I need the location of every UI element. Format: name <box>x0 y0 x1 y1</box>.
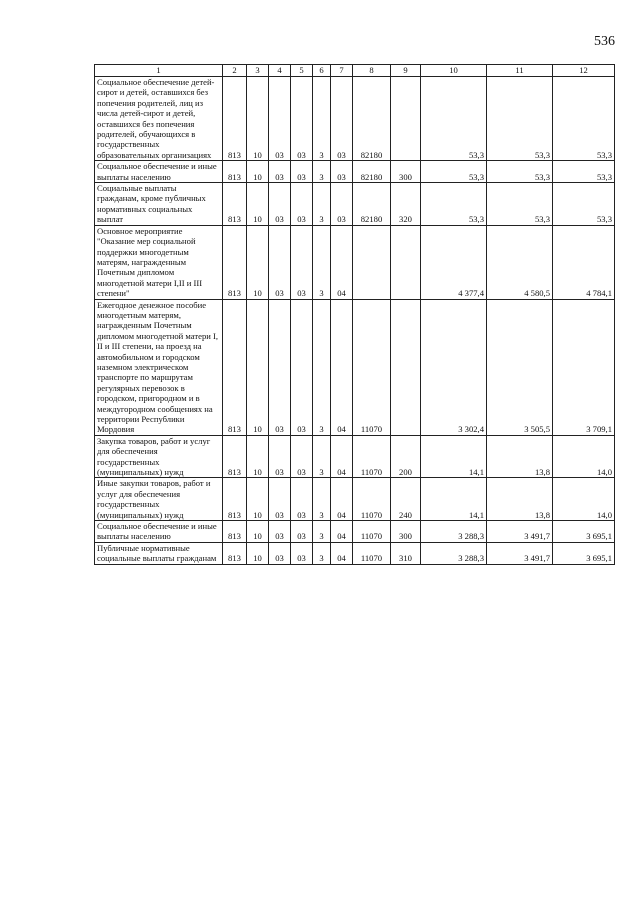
table-row <box>95 435 615 478</box>
direction-code-cell: 82180 <box>353 183 391 226</box>
event-code-cell: 04 <box>331 299 353 435</box>
admin-code-cell: 813 <box>223 299 247 435</box>
subprogram-code-cell: 3 <box>313 478 331 521</box>
column-header: 2 <box>223 65 247 77</box>
subsection-code-cell: 03 <box>269 478 291 521</box>
subsection-code-cell: 03 <box>269 542 291 564</box>
table-row <box>95 542 615 564</box>
header-row <box>95 65 615 77</box>
table-row <box>95 521 615 543</box>
direction-code-cell: 11070 <box>353 521 391 543</box>
event-code-cell: 04 <box>331 521 353 543</box>
column-header: 4 <box>269 65 291 77</box>
subsection-code-cell: 03 <box>269 183 291 226</box>
event-code-cell: 03 <box>331 161 353 183</box>
direction-code-cell: 11070 <box>353 299 391 435</box>
direction-code-cell <box>353 225 391 299</box>
value-col-10-cell: 3 288,3 <box>421 521 487 543</box>
table-row <box>95 77 615 161</box>
row-description: Публичные нормативные социальные выплаты гражданам <box>95 542 223 564</box>
row-description: Иные закупки товаров, работ и услуг для обеспечения государственных (муниципальных) нужд <box>95 478 223 521</box>
value-col-10-cell: 14,1 <box>421 435 487 478</box>
column-header: 6 <box>313 65 331 77</box>
value-col-10-cell: 53,3 <box>421 183 487 226</box>
direction-code-cell: 82180 <box>353 161 391 183</box>
value-col-11-cell: 3 491,7 <box>487 521 553 543</box>
admin-code-cell: 813 <box>223 225 247 299</box>
value-col-10-cell: 4 377,4 <box>421 225 487 299</box>
expense-type-code-cell <box>391 225 421 299</box>
program-code-cell: 03 <box>291 161 313 183</box>
direction-code-cell: 82180 <box>353 77 391 161</box>
value-col-12-cell: 53,3 <box>553 161 615 183</box>
table-row <box>95 478 615 521</box>
direction-code-cell: 11070 <box>353 542 391 564</box>
value-col-11-cell: 53,3 <box>487 77 553 161</box>
event-code-cell: 04 <box>331 542 353 564</box>
program-code-cell: 03 <box>291 183 313 226</box>
admin-code-cell: 813 <box>223 183 247 226</box>
subsection-code-cell: 03 <box>269 435 291 478</box>
event-code-cell: 03 <box>331 183 353 226</box>
admin-code-cell: 813 <box>223 542 247 564</box>
row-description: Ежегодное денежное пособие многодетным матерям, награжденным Почетным дипломом многодетной матери I, II и III степени, на проезд на автомобильном и городском наземном электрическом транспорте по маршрутам регулярных перевозок в городском, пригородном и в междугородном сообщениях на территории Республики Мордовия <box>95 299 223 435</box>
value-col-12-cell: 3 695,1 <box>553 542 615 564</box>
value-col-11-cell: 53,3 <box>487 183 553 226</box>
subprogram-code-cell: 3 <box>313 77 331 161</box>
value-col-10-cell: 3 302,4 <box>421 299 487 435</box>
section-code-cell: 10 <box>247 478 269 521</box>
subsection-code-cell: 03 <box>269 225 291 299</box>
expense-type-code-cell: 320 <box>391 183 421 226</box>
column-header: 9 <box>391 65 421 77</box>
subprogram-code-cell: 3 <box>313 183 331 226</box>
admin-code-cell: 813 <box>223 161 247 183</box>
event-code-cell: 03 <box>331 77 353 161</box>
subsection-code-cell: 03 <box>269 161 291 183</box>
column-header: 5 <box>291 65 313 77</box>
program-code-cell: 03 <box>291 435 313 478</box>
subprogram-code-cell: 3 <box>313 542 331 564</box>
value-col-10-cell: 14,1 <box>421 478 487 521</box>
program-code-cell: 03 <box>291 542 313 564</box>
section-code-cell: 10 <box>247 521 269 543</box>
table-row <box>95 183 615 226</box>
column-header: 7 <box>331 65 353 77</box>
page-number: 536 <box>594 34 615 49</box>
value-col-12-cell: 53,3 <box>553 77 615 161</box>
expense-type-code-cell <box>391 299 421 435</box>
program-code-cell: 03 <box>291 225 313 299</box>
section-code-cell: 10 <box>247 77 269 161</box>
subprogram-code-cell: 3 <box>313 299 331 435</box>
value-col-12-cell: 14,0 <box>553 435 615 478</box>
admin-code-cell: 813 <box>223 435 247 478</box>
expense-type-code-cell: 300 <box>391 521 421 543</box>
value-col-12-cell: 14,0 <box>553 478 615 521</box>
row-description: Социальное обеспечение детей-сирот и детей, оставшихся без попечения родителей, лиц из числа детей-сирот и детей, оставшихся без попечения родителей, обучающихся в государственных образовательных организациях <box>95 77 223 161</box>
program-code-cell: 03 <box>291 478 313 521</box>
event-code-cell: 04 <box>331 435 353 478</box>
subsection-code-cell: 03 <box>269 299 291 435</box>
subsection-code-cell: 03 <box>269 521 291 543</box>
column-header: 10 <box>421 65 487 77</box>
row-description: Закупка товаров, работ и услуг для обеспечения государственных (муниципальных) нужд <box>95 435 223 478</box>
value-col-11-cell: 53,3 <box>487 161 553 183</box>
program-code-cell: 03 <box>291 299 313 435</box>
subprogram-code-cell: 3 <box>313 225 331 299</box>
program-code-cell: 03 <box>291 521 313 543</box>
section-code-cell: 10 <box>247 435 269 478</box>
row-description: Социальные выплаты гражданам, кроме публичных нормативных социальных выплат <box>95 183 223 226</box>
expense-type-code-cell: 200 <box>391 435 421 478</box>
row-description: Социальное обеспечение и иные выплаты населению <box>95 521 223 543</box>
value-col-11-cell: 13,8 <box>487 478 553 521</box>
admin-code-cell: 813 <box>223 521 247 543</box>
direction-code-cell: 11070 <box>353 478 391 521</box>
column-header: 11 <box>487 65 553 77</box>
value-col-12-cell: 4 784,1 <box>553 225 615 299</box>
column-header: 1 <box>95 65 223 77</box>
expense-type-code-cell: 240 <box>391 478 421 521</box>
value-col-12-cell: 3 695,1 <box>553 521 615 543</box>
value-col-10-cell: 53,3 <box>421 77 487 161</box>
program-code-cell: 03 <box>291 77 313 161</box>
value-col-11-cell: 3 491,7 <box>487 542 553 564</box>
value-col-12-cell: 3 709,1 <box>553 299 615 435</box>
column-header: 8 <box>353 65 391 77</box>
row-description: Основное мероприятие "Оказание мер социальной поддержки многодетным матерям, награжденным Почетным дипломом многодетной матери I,II и III степени" <box>95 225 223 299</box>
section-code-cell: 10 <box>247 542 269 564</box>
subsection-code-cell: 03 <box>269 77 291 161</box>
event-code-cell: 04 <box>331 478 353 521</box>
event-code-cell: 04 <box>331 225 353 299</box>
table-row <box>95 161 615 183</box>
section-code-cell: 10 <box>247 299 269 435</box>
subprogram-code-cell: 3 <box>313 521 331 543</box>
value-col-10-cell: 3 288,3 <box>421 542 487 564</box>
budget-table <box>94 64 615 565</box>
table-row <box>95 299 615 435</box>
admin-code-cell: 813 <box>223 77 247 161</box>
row-description: Социальное обеспечение и иные выплаты населению <box>95 161 223 183</box>
direction-code-cell: 11070 <box>353 435 391 478</box>
value-col-12-cell: 53,3 <box>553 183 615 226</box>
value-col-10-cell: 53,3 <box>421 161 487 183</box>
section-code-cell: 10 <box>247 161 269 183</box>
section-code-cell: 10 <box>247 183 269 226</box>
column-header: 3 <box>247 65 269 77</box>
value-col-11-cell: 3 505,5 <box>487 299 553 435</box>
subprogram-code-cell: 3 <box>313 161 331 183</box>
subprogram-code-cell: 3 <box>313 435 331 478</box>
admin-code-cell: 813 <box>223 478 247 521</box>
table-row <box>95 225 615 299</box>
section-code-cell: 10 <box>247 225 269 299</box>
value-col-11-cell: 4 580,5 <box>487 225 553 299</box>
expense-type-code-cell: 300 <box>391 161 421 183</box>
expense-type-code-cell: 310 <box>391 542 421 564</box>
expense-type-code-cell <box>391 77 421 161</box>
column-header: 12 <box>553 65 615 77</box>
value-col-11-cell: 13,8 <box>487 435 553 478</box>
